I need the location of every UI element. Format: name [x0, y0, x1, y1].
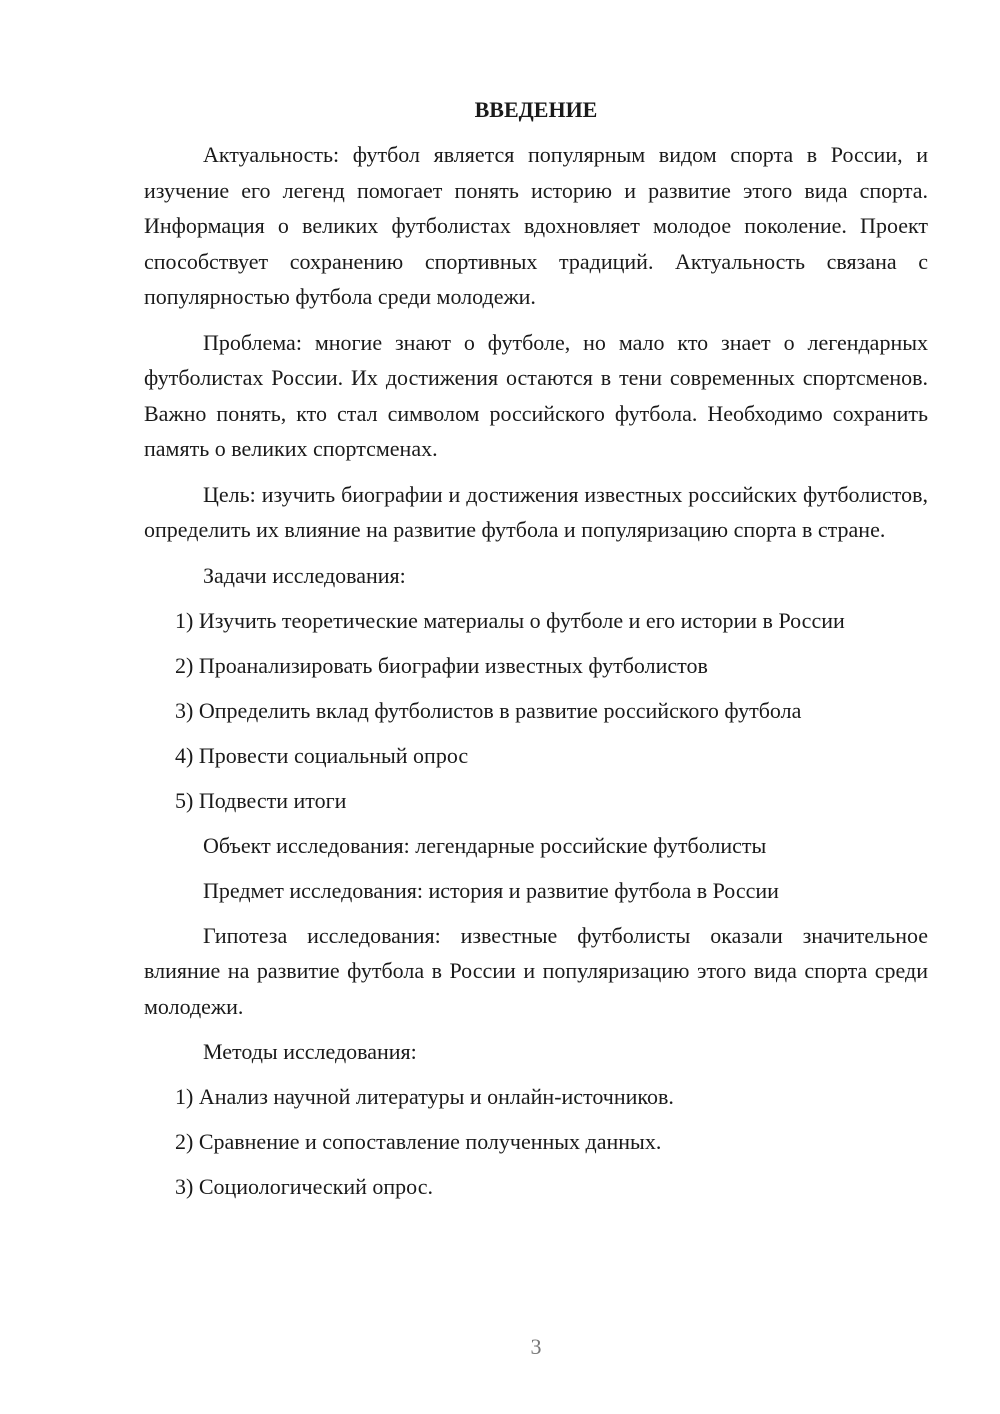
method-item: 2) Сравнение и сопоставление полученных данных. [175, 1129, 662, 1154]
method-item: 3) Социологический опрос. [175, 1174, 433, 1199]
tasks-heading: Задачи исследования: [203, 562, 406, 588]
task-item: 3) Определить вклад футболистов в развитие российского футбола [175, 697, 802, 723]
research-object: Объект исследования: легендарные российские футболисты [203, 832, 767, 858]
problem-paragraph: Проблема: многие знают о футболе, но мало кто знает о легендарных футболистах России. Их достижения остаются в тени современных спортсменов. Важно понять, кто стал символом российского футбола. Необходимо сохранить память о великих спортсменах. [144, 329, 928, 461]
task-item: 5) Подвести итоги [175, 787, 347, 813]
page-content [144, 92, 928, 1214]
task-item: 2) Проанализировать биографии известных футболистов [175, 652, 708, 678]
relevance-paragraph: Актуальность: футбол является популярным видом спорта в России, и изучение его легенд помогает понять историю и развитие этого вида спорта. Информация о великих футболистах вдохновляет молодое поколение. Проект способствует сохранению спортивных традиций. Актуальность связана с популярностью футбола среди молодежи. [144, 142, 928, 309]
method-item: 1) Анализ научной литературы и онлайн-источников. [175, 1084, 674, 1109]
page-number: 3 [530, 1334, 542, 1359]
methods-heading: Методы исследования: [203, 1039, 417, 1064]
goal-paragraph: Цель: изучить биографии и достижения известных российских футболистов, определить их влияние на развитие футбола и популяризацию спорта в стране. [144, 481, 928, 542]
hypothesis-paragraph: Гипотеза исследования: известные футболисты оказали значительное влияние на развитие футбола в России и популяризацию этого вида спорта среди молодежи. [144, 922, 928, 1019]
research-subject: Предмет исследования: история и развитие футбола в России [203, 877, 779, 903]
task-item: 4) Провести социальный опрос [175, 742, 469, 768]
task-item: 1) Изучить теоретические материалы о футболе и его истории в России [175, 607, 845, 633]
section-title: ВВЕДЕНИЕ [474, 97, 598, 122]
